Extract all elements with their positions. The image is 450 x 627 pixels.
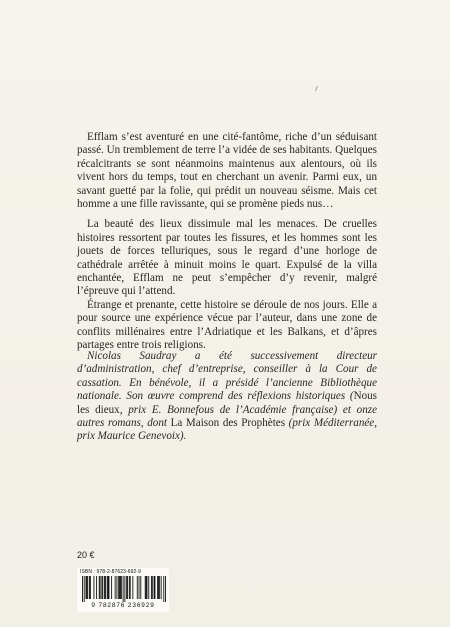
barcode-bar [148,576,149,599]
blurb-paragraph-3: Étrange et prenante, cette histoire se déroule de nos jours. Elle a pour source une expérience vécue par l’auteur, dans une zone de conflits millénaires entre l’Adriatique et les Balkans, et d’âpres partages entre trois religions. [77,298,377,352]
bio-title-2: La Maison des Prophètes [170,417,286,430]
barcode-bar [93,576,94,599]
bio-text-3: (prix Méditerranée, prix Maurice Genevoix). [77,417,377,443]
printer-mark [315,86,321,91]
barcode-bar [120,576,121,599]
barcode-bar [155,576,156,599]
barcode-bar [163,576,164,602]
barcode-bar [152,576,153,599]
barcode-bar [100,576,101,599]
barcode-bar [102,576,103,599]
ean-right-group: 236929 [127,602,155,609]
barcode-bar [123,576,124,602]
barcode-bar [130,576,131,599]
bio-text-2: , prix E. Bonnefous de l’Académie française) et onze autres romans, dont [77,403,377,430]
barcode-bar [124,576,125,602]
barcode-bar [90,576,91,599]
barcode-bar [86,576,87,599]
barcode-bar [127,576,128,599]
barcode-bar [87,576,88,599]
barcode-bar [86,576,87,599]
barcode-bar [111,576,112,599]
bio-text-1: Nicolas Saudray a été successivement directeur d’administration, chef d’entreprise, conseiller à la Cour de cassation. En bénévole, il a présidé l’ancienne Bibliothèque nationale. Son œuvre comprend des réflexions historiques ( [77,350,377,403]
barcode-bar [158,576,159,599]
barcode-bar [104,576,105,599]
bio-title-1: Nous les dieux [77,390,377,416]
barcode-bar [132,576,133,599]
barcode-bar [118,576,119,599]
barcode-bar [129,576,130,599]
blurb-paragraph-2: La beauté des lieux dissimule mal les menaces. De cruelles histoires ressortent par toutes les fissures, et les hommes sont les jouets de forces telluriques, sous le regard d’une horloge de cathédrale arrêtée à minuit moins le quart. Expulsé de la villa enchantée, Efflam ne peut s’empêcher d’y revenir, malgré l’épreuve qui l’attend. [77,218,377,298]
barcode-bar [82,576,83,602]
barcode-bar [147,576,148,599]
barcode-bar [154,576,155,599]
barcode-bar [107,576,108,599]
book-blurb [77,131,377,353]
barcode-bar [99,576,100,599]
barcode-bar [165,576,166,602]
barcode-bar [126,576,127,599]
barcode-bar [96,576,97,599]
barcode-bar [119,576,120,599]
barcode-bar [105,576,106,599]
author-bio [77,350,377,444]
barcode-bar [121,576,122,599]
barcode-bar [161,576,162,599]
barcode-icon [82,576,166,602]
barcode-bar [137,576,138,599]
barcode-bar [115,576,116,599]
isbn-label: ISBN : 978-2-87623-692-9 [80,569,142,575]
barcode-bar [140,576,141,599]
ean-digits [77,602,169,609]
barcode-bar [116,576,117,599]
barcode-bar [157,576,158,599]
barcode-bar [89,576,90,599]
barcode-bar [108,576,109,599]
price-label: 20 € [77,550,95,560]
barcode-bar [151,576,152,599]
barcode-bar [159,576,160,599]
barcode-bar [146,576,147,599]
barcode-block [77,568,169,612]
ean-first-digit: 9 [91,602,96,609]
blurb-paragraph-1: Efflam s’est aventuré en une cité-fantôme, riche d’un séduisant passé. Un tremblement de terre l’a vidée de ses habitants. Quelques récalcitrants se sont néanmoins maintenus aux alentours, où ils vivent hors du temps, tout en cherchant un avenir. Parmi eux, un savant guetté par la folie, qui prédit un nouveau séisme. Mais cet homme a une fille ravissante, qui se promène pieds nus… [77,131,377,211]
barcode-bar [145,576,146,599]
barcode-bar [109,576,110,599]
ean-left-group: 782876 [98,602,126,609]
barcode-bar [139,576,140,599]
barcode-bar [84,576,85,602]
barcode-bar [101,576,102,599]
